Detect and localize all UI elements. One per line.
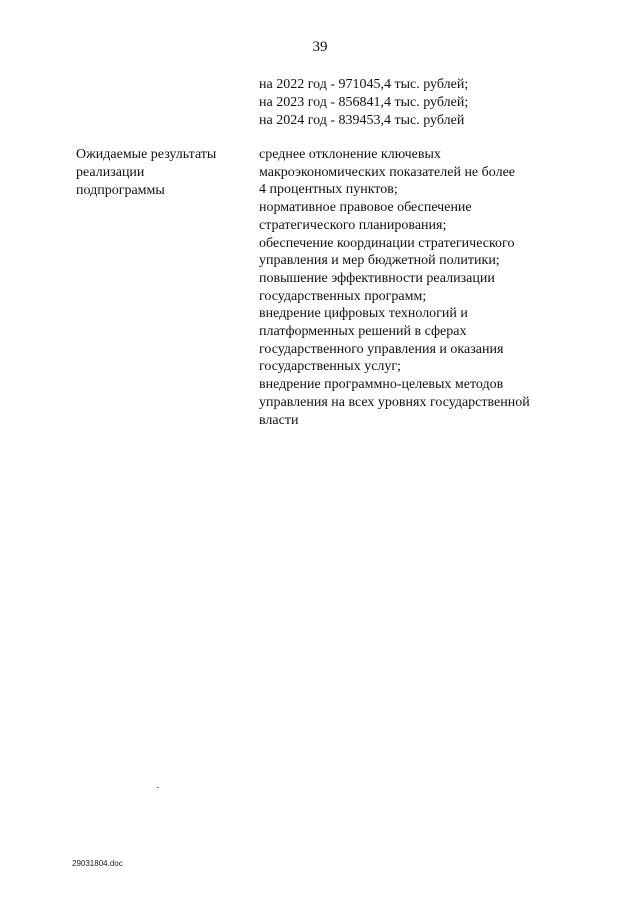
expected-results-block [259,146,530,429]
page-number: 39 [312,39,328,55]
section-label-line: Ожидаемые результаты [76,147,217,162]
funding-line-2022: на 2022 год - 971045,4 тыс. рублей; [259,77,469,92]
results-line: повышение эффективности реализации [259,270,495,286]
funding-line-2023: на 2023 год - 856841,4 тыс. рублей; [259,95,469,110]
results-line: власти [259,412,299,428]
document-file-code: 29031804.doc [72,859,123,868]
results-line: нормативное правовое обеспечение [259,200,472,216]
results-line: государственных услуг; [259,359,402,375]
results-line: государственного управления и оказания [259,341,504,357]
section-label-line: реализации [76,165,145,180]
funding-block [259,76,468,130]
results-line: государственных программ; [259,288,427,304]
results-line: внедрение цифровых технологий и [259,306,468,322]
section-label [76,146,216,200]
results-line: среднее отклонение ключевых [259,147,441,162]
results-line: управления на всех уровнях государственной [259,394,530,410]
results-line: стратегического планирования; [259,217,447,233]
section-label-line: подпрограммы [76,183,165,198]
results-line: макроэкономических показателей не более [259,164,515,180]
results-line: платформенных решений в сферах [259,324,467,340]
results-line: внедрение программно-целевых методов [259,377,504,393]
scan-speck [157,787,159,788]
results-line: обеспечение координации стратегического [259,235,515,251]
results-line: управления и мер бюджетной политики; [259,253,500,269]
results-line: 4 процентных пунктов; [259,182,398,198]
funding-line-2024: на 2024 год - 839453,4 тыс. рублей [259,113,465,128]
